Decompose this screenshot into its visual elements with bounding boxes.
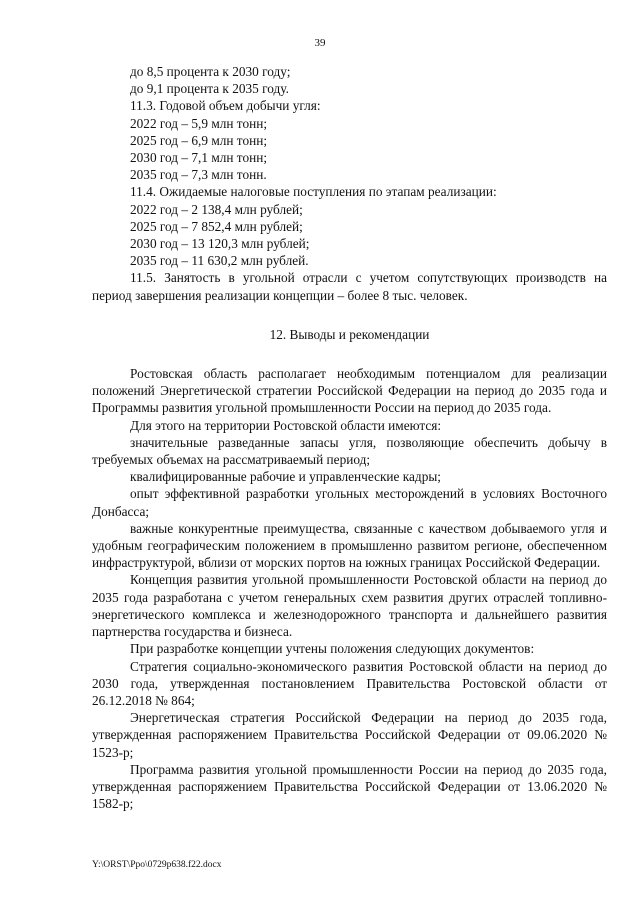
text-line: 2022 год – 5,9 млн тонн; <box>130 115 268 131</box>
paragraph: Ростовская область располагает необходимым потенциалом для реализации положений Энергетической стратегии Российской Федерации на период до 2035 года и Программы развития угольной промышленности России на период до 2035 года. <box>92 366 607 416</box>
paragraph: Энергетическая стратегия Российской Федерации на период до 2035 года, утвержденная распоряжением Правительства Российской Федерации от 09.06.2020 № 1523-р; <box>92 710 607 760</box>
section-heading: 12. Выводы и рекомендации <box>269 326 430 342</box>
paragraph: важные конкурентные преимущества, связанные с качеством добываемого угля и удобным географическим положением в промышленно развитом регионе, обеспеченном инфраструктурой, вблизи от морских портов на южных границах Российской Федерации. <box>92 520 607 571</box>
paragraph: 11.5. Занятость в угольной отрасли с учетом сопутствующих производств на период завершения реализации концепции – более 8 тыс. человек. <box>92 270 607 303</box>
page-number: 39 <box>314 37 326 49</box>
paragraph: Программа развития угольной промышленности России на период до 2035 года, утвержденная распоряжением Правительства Российской Федерации от 13.06.2020 № 1582-р; <box>92 761 607 812</box>
text-line: 2022 год – 2 138,4 млн рублей; <box>130 201 303 217</box>
text-line: 2030 год – 7,1 млн тонн; <box>130 150 268 166</box>
text-line: 2025 год – 7 852,4 млн рублей; <box>130 218 303 234</box>
paragraph: Концепция развития угольной промышленности Ростовской области на период до 2035 года разработана с учетом генеральных схем развития других отраслей топливно-энергетического комплекса и железнодорожного транспорта и дальнейшего развития партнерства государства и бизнеса. <box>92 572 607 640</box>
text-line: до 8,5 процента к 2030 году; <box>130 64 291 79</box>
paragraph: Стратегия социально-экономического развития Ростовской области на период до 2030 года, утвержденная постановлением Правительства Ростовской области от 26.12.2018 № 864; <box>92 658 607 708</box>
text-line: 2035 год – 7,3 млн тонн. <box>130 167 267 183</box>
text-line: до 9,1 процента к 2035 году. <box>130 81 289 97</box>
subsection-title: 11.3. Годовой объем добычи угля: <box>130 98 321 114</box>
text-line: 2030 год – 13 120,3 млн рублей; <box>130 236 310 252</box>
subsection-title: 11.4. Ожидаемые налоговые поступления по этапам реализации: <box>130 184 497 200</box>
paragraph: квалифицированные рабочие и управленческие кадры; <box>130 469 441 485</box>
text-line: 2035 год – 11 630,2 млн рублей. <box>130 253 309 269</box>
document-body <box>92 63 607 812</box>
paragraph: значительные разведанные запасы угля, позволяющие обеспечить добычу в требуемых объемах на рассматриваемый период; <box>92 434 607 468</box>
paragraph: Для этого на территории Ростовской области имеются: <box>130 417 442 433</box>
text-line: 2025 год – 6,9 млн тонн; <box>130 132 268 148</box>
paragraph: опыт эффективной разработки угольных месторождений в условиях Восточного Донбасса; <box>92 486 607 519</box>
file-path-footer: Y:\ORST\Ppo\0729p638.f22.docx <box>92 860 222 870</box>
paragraph: При разработке концепции учтены положения следующих документов: <box>130 641 535 657</box>
